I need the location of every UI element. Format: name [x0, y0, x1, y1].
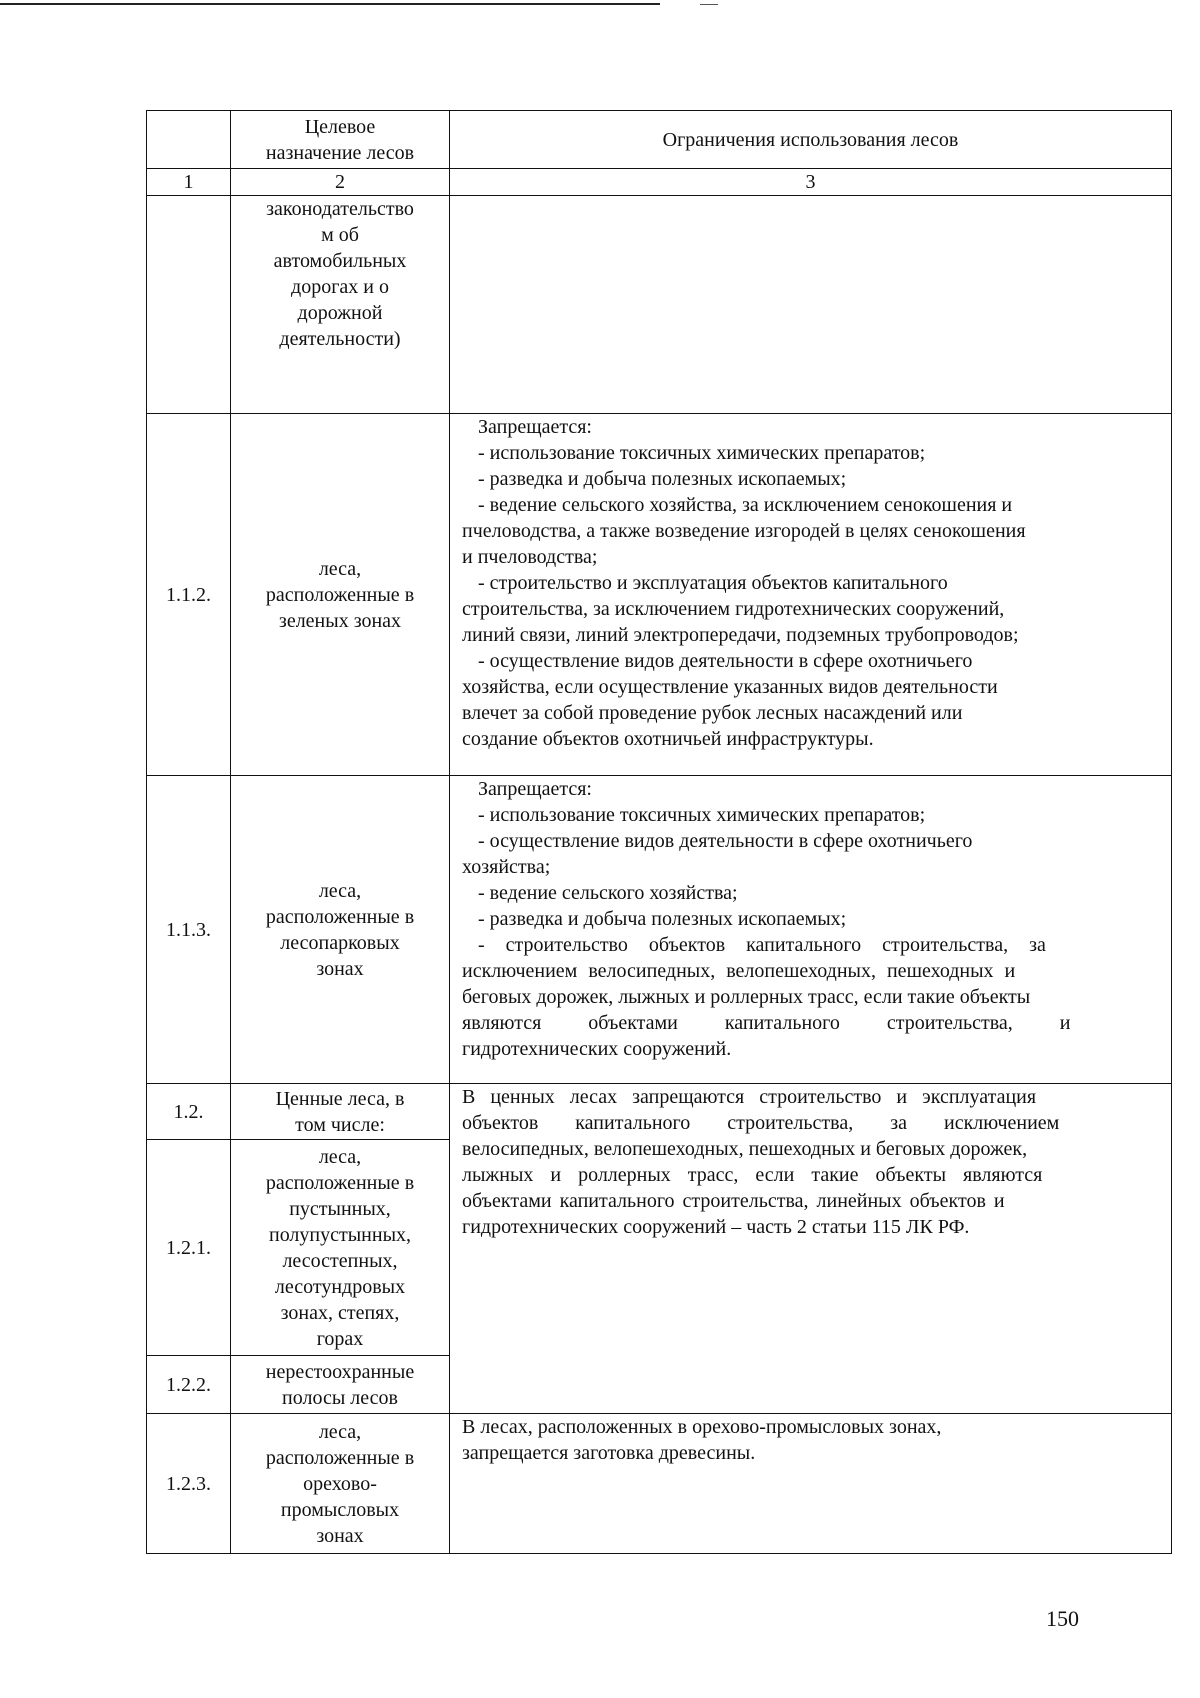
- restriction-line: хозяйства;: [462, 856, 551, 878]
- restriction-line: запрещается заготовка древесины.: [462, 1442, 756, 1464]
- purpose-line: Ценные леса, в: [275, 1087, 405, 1110]
- table-row-1-2: [147, 1084, 1172, 1140]
- restriction-line: гидротехнических сооружений – часть 2 статьи 115 ЛК РФ.: [462, 1216, 970, 1238]
- purpose-line: зонах, степях,: [280, 1301, 400, 1324]
- row-restrictions-empty: [450, 196, 1172, 414]
- purpose-line: зонах: [316, 1524, 364, 1547]
- restriction-line: - разведка и добыча полезных ископаемых;: [478, 908, 847, 930]
- restriction-line: - использование токсичных химических препаратов;: [478, 804, 926, 826]
- restriction-line: Запрещается:: [478, 416, 592, 438]
- restriction-line: - разведка и добыча полезных ископаемых;: [478, 468, 847, 490]
- row-purpose: [231, 1414, 450, 1554]
- purpose-line: автомобильных: [273, 250, 407, 272]
- row-number: 1.2.: [147, 1084, 231, 1140]
- purpose-line: полосы лесов: [282, 1386, 398, 1409]
- purpose-line: леса,: [318, 1145, 362, 1168]
- purpose-line: расположенные в: [265, 1446, 415, 1469]
- purpose-line: деятельности): [279, 328, 401, 350]
- table-header-row: [147, 111, 1172, 169]
- purpose-line: расположенные в: [265, 583, 415, 606]
- row-number: 1.2.1.: [147, 1140, 231, 1356]
- restriction-line: Запрещается:: [478, 778, 592, 800]
- restriction-line: линий связи, линий электропередачи, подземных трубопроводов;: [462, 624, 1019, 646]
- header-col-purpose: [231, 111, 450, 169]
- purpose-line: лесостепных,: [282, 1249, 398, 1272]
- restriction-line: лыжных и роллерных трасс, если такие объекты являются: [462, 1164, 1043, 1186]
- row-number: [147, 196, 231, 414]
- purpose-line: орехово-: [303, 1472, 377, 1495]
- scan-artifact-line: [0, 3, 660, 5]
- header-purpose-line-1: Целевое: [304, 115, 376, 138]
- purpose-line: законодательство: [266, 198, 414, 220]
- purpose-line: лесотундровых: [274, 1275, 406, 1298]
- restriction-line: объектов капитального строительства, за исключением: [462, 1112, 1060, 1134]
- restriction-line: - использование токсичных химических препаратов;: [478, 442, 926, 464]
- restriction-line: - строительство и эксплуатация объектов капитального: [478, 572, 948, 594]
- restriction-line: строительства, за исключением гидротехнических сооружений,: [462, 598, 1005, 620]
- purpose-line: лесопарковых: [280, 931, 400, 954]
- row-number: 1.1.2.: [147, 414, 231, 776]
- purpose-line: леса,: [318, 557, 362, 580]
- restriction-line: В лесах, расположенных в орехово-промысловых зонах,: [462, 1416, 942, 1438]
- restriction-line: влечет за собой проведение рубок лесных насаждений или: [462, 702, 963, 724]
- purpose-line: зонах: [316, 957, 364, 980]
- purpose-line: нерестоохранные: [265, 1360, 415, 1383]
- restriction-line: создание объектов охотничьей инфраструктуры.: [462, 728, 874, 750]
- purpose-line: пустынных,: [289, 1197, 391, 1220]
- header-purpose-line-2: назначение лесов: [265, 141, 415, 164]
- row-restrictions: [450, 414, 1172, 776]
- purpose-line: дорогах и о: [291, 276, 389, 298]
- purpose-line: леса,: [318, 879, 362, 902]
- restriction-line: - строительство объектов капитального строительства, за: [478, 934, 1046, 956]
- purpose-line: м об: [321, 224, 359, 246]
- column-numbering-row: [147, 169, 1172, 196]
- purpose-line: расположенные в: [265, 1171, 415, 1194]
- column-number-2: 2: [231, 169, 450, 196]
- table-row-continuation: [147, 196, 1172, 414]
- row-restrictions: [450, 1414, 1172, 1554]
- restriction-line: - осуществление видов деятельности в сфере охотничьего: [478, 830, 973, 852]
- purpose-line: полупустынных,: [268, 1223, 412, 1246]
- purpose-line: том числе:: [295, 1113, 385, 1136]
- valuable-forests-restrictions: [450, 1084, 1172, 1414]
- restriction-line: велосипедных, велопешеходных, пешеходных и беговых дорожек,: [462, 1138, 1028, 1160]
- row-restrictions: [450, 776, 1172, 1084]
- forest-restrictions-table: [146, 110, 1172, 1554]
- purpose-line: расположенные в: [265, 905, 415, 928]
- restriction-line: - ведение сельского хозяйства;: [478, 882, 738, 904]
- row-purpose: [231, 1140, 450, 1356]
- purpose-line: леса,: [318, 1420, 362, 1443]
- row-purpose: [231, 414, 450, 776]
- restriction-line: пчеловодства, а также возведение изгородей в целях сенокошения: [462, 520, 1026, 542]
- restriction-line: и пчеловодства;: [462, 546, 598, 568]
- page-number: 150: [1046, 1606, 1079, 1631]
- restriction-line: хозяйства, если осуществление указанных видов деятельности: [462, 676, 998, 698]
- purpose-line: горах: [316, 1327, 364, 1350]
- restriction-line: гидротехнических сооружений.: [462, 1038, 732, 1060]
- purpose-line: промысловых: [280, 1498, 400, 1521]
- row-purpose: [231, 776, 450, 1084]
- restriction-line: - осуществление видов деятельности в сфере охотничьего: [478, 650, 973, 672]
- header-col-restrictions: Ограничения использования лесов: [450, 111, 1172, 169]
- table-row-1-1-2: [147, 414, 1172, 776]
- purpose-line: дорожной: [297, 302, 383, 324]
- restriction-line: В ценных лесах запрещаются строительство и эксплуатация: [462, 1086, 1037, 1108]
- restriction-line: - ведение сельского хозяйства, за исключением сенокошения и: [478, 494, 1013, 516]
- table-row-1-1-3: [147, 776, 1172, 1084]
- restriction-line: беговых дорожек, лыжных и роллерных трасс, если такие объекты: [462, 986, 1031, 1008]
- table-row-1-2-3: [147, 1414, 1172, 1554]
- row-number: 1.2.3.: [147, 1414, 231, 1554]
- scan-artifact-mark: [700, 4, 718, 5]
- column-number-1: 1: [147, 169, 231, 196]
- column-number-3: 3: [450, 169, 1172, 196]
- purpose-line: зеленых зонах: [278, 609, 402, 632]
- row-number: 1.2.2.: [147, 1356, 231, 1414]
- restriction-line: объектами капитального строительства, линейных объектов и: [462, 1190, 1005, 1212]
- restriction-line: исключением велосипедных, велопешеходных, пешеходных и: [462, 960, 1016, 982]
- row-purpose: [231, 196, 450, 414]
- row-purpose: [231, 1356, 450, 1414]
- row-purpose: [231, 1084, 450, 1140]
- restriction-line: являются объектами капитального строительства, и: [462, 1012, 1071, 1034]
- header-col-number: [147, 111, 231, 169]
- row-number: 1.1.3.: [147, 776, 231, 1084]
